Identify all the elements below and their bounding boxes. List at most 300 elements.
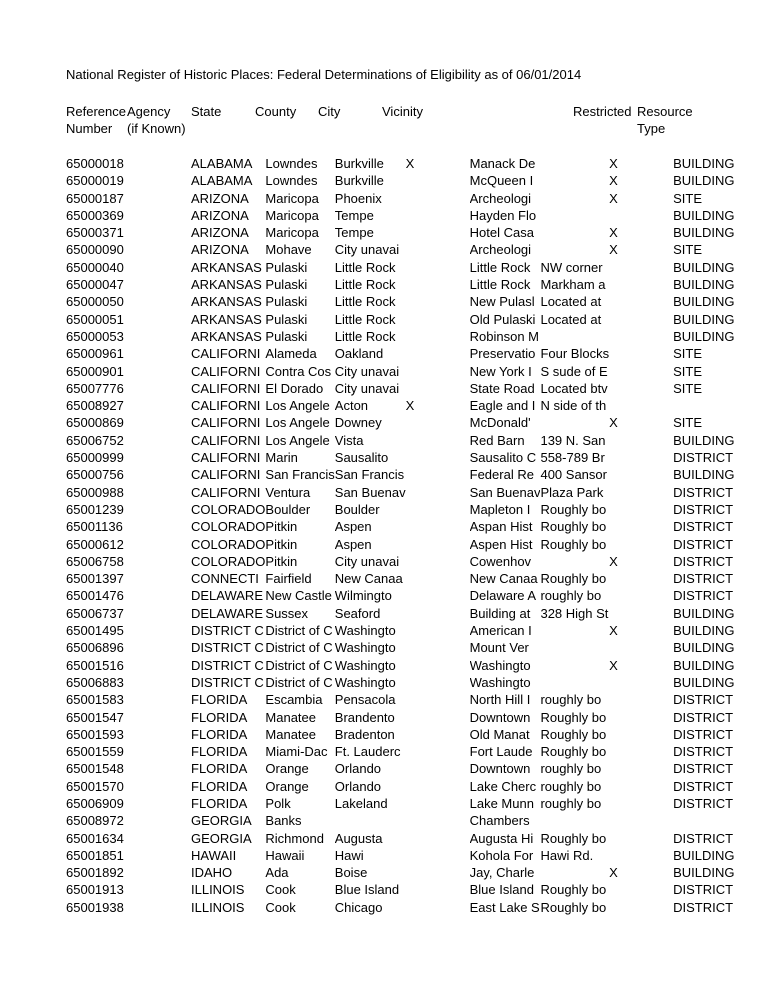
- table-row: [66, 570, 743, 587]
- table-row: [66, 553, 743, 570]
- county-cell: Pulaski: [265, 311, 308, 327]
- state-cell: ARKANSAS: [191, 294, 262, 310]
- restricted-cell: [609, 760, 673, 777]
- county-cell: Boulder: [265, 501, 311, 517]
- city-cell: Blue Island: [334, 882, 400, 898]
- reference-number-cell: 65008972: [66, 813, 124, 829]
- restricted-cell: [609, 484, 673, 501]
- property-name-cell: New Pulasl: [469, 294, 535, 310]
- state-cell: ARIZONA: [191, 207, 249, 223]
- restricted-cell: [609, 363, 673, 380]
- table-row: [66, 899, 743, 916]
- state-cell: CALIFORNI: [191, 467, 261, 483]
- address-cell: 139 N. San: [540, 432, 606, 448]
- table-row: [66, 847, 743, 864]
- resource-type-cell: DISTRICT: [673, 726, 734, 742]
- table-row: [66, 397, 743, 414]
- vicinity-cell: [406, 172, 470, 189]
- state-cell: GEORGIA: [191, 813, 252, 829]
- county-cell: Ventura: [265, 484, 311, 500]
- table-row: [66, 432, 743, 449]
- address-cell: [540, 639, 609, 656]
- city-cell: Tempe: [334, 225, 374, 241]
- property-name-cell: Building at: [469, 605, 531, 621]
- vicinity-cell: [406, 241, 470, 258]
- address-cell: Located at: [540, 294, 602, 310]
- property-name-cell: East Lake S: [469, 899, 540, 915]
- county-cell: District of C: [265, 640, 333, 656]
- city-cell: Aspen: [334, 536, 372, 552]
- restricted-cell: [609, 449, 673, 466]
- county-cell: District of C: [265, 657, 333, 673]
- city-cell: Ft. Lauderc: [334, 744, 401, 760]
- city-cell: Aspen: [334, 519, 372, 535]
- table-row: [66, 155, 743, 172]
- reference-number-cell: 65001136: [66, 519, 123, 535]
- restricted-cell: X: [609, 225, 618, 241]
- table-row: [66, 224, 743, 241]
- county-cell: Mohave: [265, 242, 312, 258]
- restricted-cell: [609, 847, 673, 864]
- restricted-cell: X: [609, 190, 618, 206]
- address-cell: Roughly bo: [540, 536, 607, 552]
- vicinity-cell: X: [405, 156, 415, 171]
- header-restricted: Restricted: [573, 104, 632, 119]
- resource-type-cell: DISTRICT: [673, 761, 734, 777]
- address-cell: Roughly bo: [540, 830, 607, 846]
- state-cell: ARIZONA: [191, 190, 249, 206]
- address-cell: [540, 674, 609, 691]
- state-cell: FLORIDA: [191, 795, 248, 811]
- address-cell: Roughly bo: [540, 501, 607, 517]
- header-reference-line1: Reference: [66, 104, 126, 119]
- restricted-cell: [609, 587, 673, 604]
- county-cell: Maricopa: [265, 225, 319, 241]
- city-cell: City unavai: [334, 553, 400, 569]
- eligibility-table: [66, 155, 743, 916]
- state-cell: ILLINOIS: [191, 882, 245, 898]
- address-cell: 400 Sansor: [540, 467, 607, 483]
- table-row: [66, 778, 743, 795]
- city-cell: Little Rock: [334, 259, 396, 275]
- table-row: [66, 293, 743, 310]
- table-row: [66, 536, 743, 553]
- restricted-cell: [609, 380, 673, 397]
- reference-number-cell: 65000050: [66, 294, 124, 310]
- table-row: [66, 518, 743, 535]
- restricted-cell: [609, 709, 673, 726]
- city-cell: Downey: [334, 415, 382, 431]
- county-cell: Maricopa: [265, 190, 319, 206]
- county-cell: Sussex: [265, 605, 309, 621]
- restricted-cell: [609, 726, 673, 743]
- header-resource-type: [637, 103, 693, 137]
- county-cell: Banks: [265, 813, 302, 829]
- property-name-cell: Chambers: [469, 813, 530, 829]
- header-city: City: [318, 104, 341, 119]
- property-name-cell: Aspen Hist: [469, 536, 533, 552]
- address-cell: [540, 812, 609, 829]
- vicinity-cell: [406, 311, 470, 328]
- reference-number-cell: 65007776: [66, 380, 124, 396]
- table-row: [66, 639, 743, 656]
- state-cell: DELAWARE: [191, 605, 263, 621]
- header-state: State: [191, 104, 222, 119]
- vicinity-cell: [406, 778, 470, 795]
- vicinity-cell: [406, 432, 470, 449]
- reference-number-cell: 65001397: [66, 571, 124, 587]
- city-cell: Washingto: [334, 640, 396, 656]
- restricted-cell: X: [609, 242, 618, 258]
- address-cell: Roughly bo: [540, 709, 607, 725]
- county-cell: Escambia: [265, 692, 323, 708]
- county-cell: Ada: [265, 865, 289, 881]
- restricted-cell: [609, 605, 673, 622]
- city-cell: Tempe: [334, 207, 374, 223]
- vicinity-cell: [406, 414, 470, 431]
- reference-number-cell: 65001593: [66, 726, 124, 742]
- state-cell: COLORADO: [191, 519, 266, 535]
- state-cell: COLORADO: [191, 553, 266, 569]
- header-reference-line2: Number: [66, 121, 113, 136]
- city-cell: Sausalito: [334, 450, 389, 466]
- table-row: [66, 587, 743, 604]
- restricted-cell: [609, 536, 673, 553]
- restricted-cell: [609, 812, 673, 829]
- property-name-cell: Cowenhov: [469, 553, 532, 569]
- address-cell: Hawi Rd.: [540, 847, 594, 863]
- property-name-cell: American I: [469, 623, 532, 639]
- vicinity-cell: [406, 536, 470, 553]
- city-cell: Brandento: [334, 709, 395, 725]
- reference-number-cell: 65000869: [66, 415, 124, 431]
- reference-number-cell: 65000369: [66, 207, 124, 223]
- reference-number-cell: 65001634: [66, 830, 124, 846]
- reference-number-cell: 65000047: [66, 277, 124, 293]
- vicinity-cell: [406, 518, 470, 535]
- address-cell: Four Blocks: [540, 346, 610, 362]
- table-row: [66, 190, 743, 207]
- resource-type-cell: BUILDING: [673, 640, 735, 656]
- table-row: [66, 501, 743, 518]
- address-cell: [540, 155, 609, 172]
- reference-number-cell: 65000053: [66, 328, 124, 344]
- property-name-cell: Robinson M: [469, 328, 539, 344]
- restricted-cell: [609, 259, 673, 276]
- reference-number-cell: 65000961: [66, 346, 124, 362]
- city-cell: New Canaa: [334, 571, 403, 587]
- table-row: [66, 466, 743, 483]
- property-name-cell: Manack De: [469, 156, 536, 171]
- restricted-cell: [609, 328, 673, 345]
- property-name-cell: Washingto: [469, 657, 531, 673]
- county-cell: Los Angele: [265, 432, 330, 448]
- property-name-cell: Delaware A: [469, 588, 537, 604]
- vicinity-cell: [406, 674, 470, 691]
- state-cell: DISTRICT C: [191, 674, 264, 690]
- restricted-cell: [609, 899, 673, 916]
- property-name-cell: Mount Ver: [469, 640, 529, 656]
- property-name-cell: Preservatio: [469, 346, 536, 362]
- header-reference-number: [66, 103, 126, 137]
- restricted-cell: [609, 691, 673, 708]
- table-row: [66, 760, 743, 777]
- table-row: [66, 363, 743, 380]
- header-agency: [127, 103, 186, 137]
- city-cell: Seaford: [334, 605, 381, 621]
- city-cell: Little Rock: [334, 294, 396, 310]
- reference-number-cell: 65008927: [66, 398, 124, 414]
- table-row: [66, 657, 743, 674]
- vicinity-cell: [406, 812, 470, 829]
- state-cell: CALIFORNI: [191, 484, 261, 500]
- city-cell: Washingto: [334, 623, 396, 639]
- county-cell: Cook: [265, 899, 296, 915]
- state-cell: CALIFORNI: [191, 432, 261, 448]
- city-cell: San Francis: [334, 467, 405, 483]
- address-cell: 328 High St: [540, 605, 609, 621]
- state-cell: ARKANSAS: [191, 259, 262, 275]
- reference-number-cell: 65000040: [66, 259, 124, 275]
- restricted-cell: X: [609, 553, 618, 569]
- vicinity-cell: [406, 501, 470, 518]
- reference-number-cell: 65001570: [66, 778, 124, 794]
- vicinity-cell: [406, 380, 470, 397]
- address-cell: [540, 172, 609, 189]
- address-cell: Roughly bo: [540, 744, 607, 760]
- city-cell: Oakland: [334, 346, 384, 362]
- table-row: [66, 311, 743, 328]
- city-cell: Washingto: [334, 674, 396, 690]
- property-name-cell: Lake Munn: [469, 795, 534, 811]
- resource-type-cell: DISTRICT: [673, 501, 734, 517]
- reference-number-cell: 65000051: [66, 311, 124, 327]
- reference-number-cell: 65000999: [66, 450, 124, 466]
- table-row: [66, 864, 743, 881]
- restricted-cell: X: [609, 623, 618, 639]
- city-cell: Phoenix: [334, 190, 382, 206]
- table-row: [66, 743, 743, 760]
- reference-number-cell: 65001851: [66, 847, 124, 863]
- table-row: [66, 484, 743, 501]
- restricted-cell: [609, 570, 673, 587]
- address-cell: Located btv: [540, 380, 608, 396]
- state-cell: CALIFORNI: [191, 450, 261, 466]
- county-cell: District of C: [265, 674, 333, 690]
- city-cell: Acton: [334, 398, 369, 414]
- header-vicinity: Vicinity: [382, 104, 423, 119]
- resource-type-cell: DISTRICT: [673, 795, 734, 811]
- resource-type-cell: [673, 397, 743, 414]
- vicinity-cell: [406, 328, 470, 345]
- county-cell: Pitkin: [265, 536, 298, 552]
- reference-number-cell: 65000901: [66, 363, 124, 379]
- header-county: County: [255, 104, 297, 119]
- reference-number-cell: 65000187: [66, 190, 124, 206]
- address-cell: [540, 657, 609, 674]
- vicinity-cell: [406, 864, 470, 881]
- state-cell: CALIFORNI: [191, 363, 261, 379]
- resource-type-cell: BUILDING: [673, 847, 735, 863]
- restricted-cell: [609, 293, 673, 310]
- county-cell: Marin: [265, 450, 298, 466]
- restricted-cell: X: [609, 156, 618, 171]
- reference-number-cell: 65006883: [66, 674, 124, 690]
- county-cell: Alameda: [265, 346, 317, 362]
- address-cell: Roughly bo: [540, 726, 607, 742]
- state-cell: ARKANSAS: [191, 311, 262, 327]
- state-cell: ILLINOIS: [191, 899, 245, 915]
- restricted-cell: [609, 501, 673, 518]
- resource-type-cell: DISTRICT: [673, 588, 734, 604]
- property-name-cell: Mapleton I: [469, 501, 531, 517]
- vicinity-cell: [406, 639, 470, 656]
- county-cell: Pulaski: [265, 259, 308, 275]
- vicinity-cell: [406, 190, 470, 207]
- reference-number-cell: 65000018: [66, 156, 124, 171]
- reference-number-cell: 65006758: [66, 553, 124, 569]
- address-cell: [540, 328, 609, 345]
- resource-type-cell: BUILDING: [673, 432, 735, 448]
- city-cell: Burkville: [334, 173, 384, 189]
- vicinity-cell: [406, 293, 470, 310]
- county-cell: Hawaii: [265, 847, 305, 863]
- restricted-cell: [609, 345, 673, 362]
- reference-number-cell: 65006909: [66, 795, 124, 811]
- reference-number-cell: 65006752: [66, 432, 124, 448]
- county-cell: Lowndes: [265, 173, 318, 189]
- resource-type-cell: BUILDING: [673, 225, 735, 241]
- header-resource-line2: Type: [637, 121, 666, 136]
- resource-type-cell: BUILDING: [673, 605, 735, 621]
- property-name-cell: Old Manat: [469, 726, 530, 742]
- reference-number-cell: 65000090: [66, 242, 124, 258]
- resource-type-cell: SITE: [673, 242, 703, 258]
- address-cell: [540, 864, 609, 881]
- vicinity-cell: [406, 657, 470, 674]
- resource-type-cell: DISTRICT: [673, 553, 734, 569]
- state-cell: CALIFORNI: [191, 398, 261, 414]
- table-row: [66, 414, 743, 431]
- address-cell: Roughly bo: [540, 899, 607, 915]
- table-row: [66, 605, 743, 622]
- reference-number-cell: 65000988: [66, 484, 124, 500]
- property-name-cell: Sausalito C: [469, 450, 537, 466]
- restricted-cell: X: [609, 173, 618, 189]
- vicinity-cell: [406, 605, 470, 622]
- resource-type-cell: DISTRICT: [673, 484, 734, 500]
- page-title: National Register of Historic Places: Federal Determinations of Eligibility as of 06/01/2014: [66, 67, 582, 82]
- county-cell: New Castle: [265, 588, 332, 604]
- address-cell: Roughly bo: [540, 519, 607, 535]
- reference-number-cell: 65006896: [66, 640, 124, 656]
- vicinity-cell: [406, 276, 470, 293]
- state-cell: DISTRICT C: [191, 640, 264, 656]
- city-cell: Hawi: [334, 847, 364, 863]
- resource-type-cell: DISTRICT: [673, 692, 734, 708]
- state-cell: ALABAMA: [191, 156, 253, 171]
- address-cell: S sude of E: [540, 363, 608, 379]
- table-row: [66, 259, 743, 276]
- resource-type-cell: DISTRICT: [673, 450, 734, 466]
- state-cell: CALIFORNI: [191, 380, 261, 396]
- state-cell: ARIZONA: [191, 242, 249, 258]
- header-agency-line2: (if Known): [127, 121, 186, 136]
- table-row: [66, 328, 743, 345]
- property-name-cell: McDonald': [469, 415, 531, 431]
- reference-number-cell: 65001239: [66, 501, 124, 517]
- property-name-cell: New York I: [469, 363, 532, 379]
- county-cell: Orange: [265, 778, 309, 794]
- vicinity-cell: [406, 224, 470, 241]
- restricted-cell: [609, 466, 673, 483]
- address-cell: Roughly bo: [540, 882, 607, 898]
- county-cell: Pitkin: [265, 553, 298, 569]
- state-cell: HAWAII: [191, 847, 237, 863]
- city-cell: Pensacola: [334, 692, 396, 708]
- property-name-cell: Blue Island: [469, 882, 534, 898]
- reference-number-cell: 65000756: [66, 467, 124, 483]
- state-cell: DISTRICT C: [191, 623, 264, 639]
- table-row: [66, 241, 743, 258]
- vicinity-cell: [406, 484, 470, 501]
- table-row: [66, 449, 743, 466]
- state-cell: FLORIDA: [191, 692, 248, 708]
- county-cell: El Dorado: [265, 380, 324, 396]
- property-name-cell: Little Rock: [469, 259, 531, 275]
- resource-type-cell: DISTRICT: [673, 744, 734, 760]
- city-cell: City unavai: [334, 363, 400, 379]
- resource-type-cell: BUILDING: [673, 328, 735, 344]
- resource-type-cell: BUILDING: [673, 623, 735, 639]
- resource-type-cell: BUILDING: [673, 311, 735, 327]
- vicinity-cell: [406, 345, 470, 362]
- state-cell: FLORIDA: [191, 709, 248, 725]
- table-row: [66, 674, 743, 691]
- address-cell: [540, 224, 609, 241]
- table-row: [66, 691, 743, 708]
- address-cell: roughly bo: [540, 795, 602, 811]
- property-name-cell: North Hill I: [469, 692, 531, 708]
- county-cell: Orange: [265, 761, 309, 777]
- address-cell: roughly bo: [540, 588, 602, 604]
- state-cell: IDAHO: [191, 865, 233, 881]
- address-cell: [540, 553, 609, 570]
- resource-type-cell: DISTRICT: [673, 571, 734, 587]
- restricted-cell: [609, 432, 673, 449]
- city-cell: Orlando: [334, 778, 382, 794]
- resource-type-cell: DISTRICT: [673, 778, 734, 794]
- state-cell: ALABAMA: [191, 173, 253, 189]
- vicinity-cell: [406, 570, 470, 587]
- resource-type-cell: DISTRICT: [673, 899, 734, 915]
- vicinity-cell: [406, 899, 470, 916]
- state-cell: COLORADO: [191, 501, 266, 517]
- resource-type-cell: SITE: [673, 380, 703, 396]
- property-name-cell: Old Pulaski: [469, 311, 536, 327]
- state-cell: FLORIDA: [191, 726, 248, 742]
- table-row: [66, 380, 743, 397]
- resource-type-cell: SITE: [673, 190, 703, 206]
- table-row: [66, 172, 743, 189]
- resource-type-cell: DISTRICT: [673, 709, 734, 725]
- resource-type-cell: DISTRICT: [673, 536, 734, 552]
- address-cell: [540, 241, 609, 258]
- county-cell: Maricopa: [265, 207, 319, 223]
- county-cell: Pitkin: [265, 519, 298, 535]
- vicinity-cell: [406, 622, 470, 639]
- resource-type-cell: SITE: [673, 415, 703, 431]
